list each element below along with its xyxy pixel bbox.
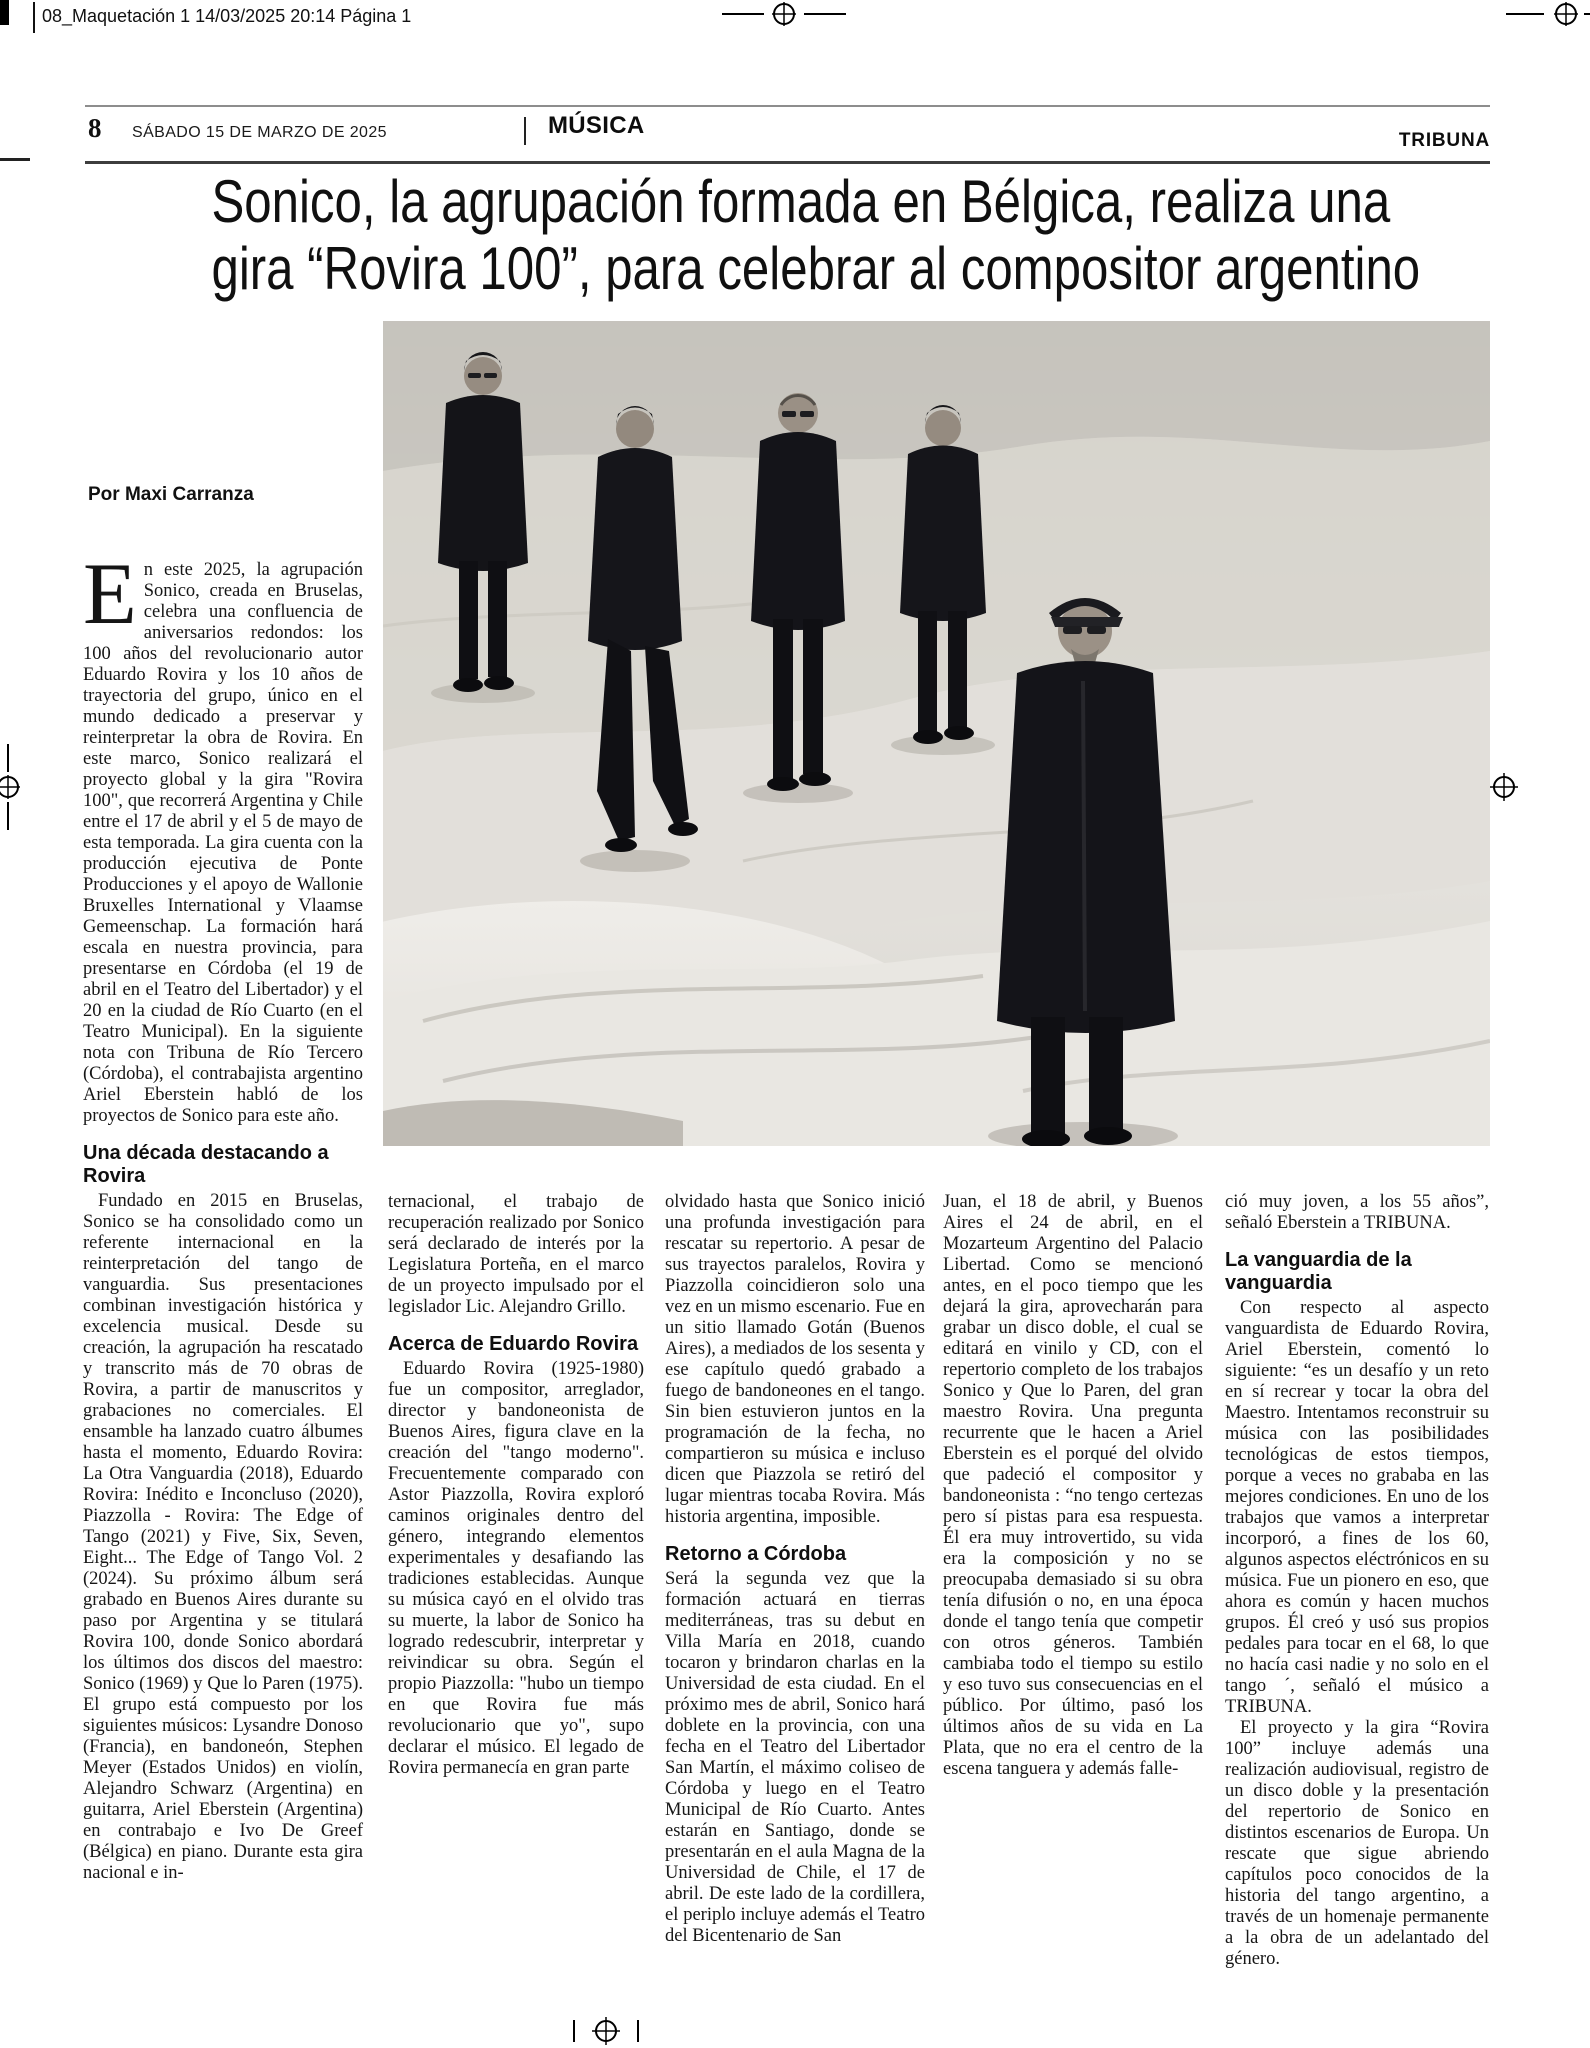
proof-slug: 08_Maquetación 1 14/03/2025 20:14 Página 1 [42, 6, 412, 26]
article-column [1225, 1192, 1489, 1970]
photo-illustration [383, 321, 1490, 1146]
section-heading: Una década destacando a Rovira [83, 1142, 329, 1187]
drop-cap: E [83, 546, 137, 643]
crop-mark-left [0, 158, 30, 161]
section-heading: Retorno a Córdoba [665, 1543, 847, 1565]
body-paragraph: Con respecto al aspecto vanguardista de Eduardo Rovira, Ariel Eberstein, comentó lo siguiente: “es un desafío y un reto en sí recrear y tocar la obra del Maestro. Intentamos reconstruir su música con las posibilidades tecnológicas de estos tiempos, porque a veces no grababa en las mejores condiciones. En uno de los trabajos que vamos a interpretar incorporó, a fines de los 60, algunos aspectos eléctrónicos en su música. Fue un pionero en eso, que ahora es común y hacen muchos grupos. Él creó y usó sus propios pedales para tocar en el 68, lo que no hacía casi nadie y no solo en el tango ´, señaló el músico a TRIBUNA. [1225, 1298, 1489, 1717]
section-heading: Acerca de Eduardo Rovira [388, 1333, 639, 1355]
body-paragraph: En este 2025, la agrupación Sonico, creada en Bruselas, celebra una confluencia de aniversarios redondos: los 100 años del revolucionario autor Eduardo Rovira y los 10 años de trayectoria del grupo, único en el mundo dedicado a preservar y reinterpretar la obra de Rovira. En este marco, Sonico realizará el proyecto global y la gira "Rovira 100", que recorrerá Argentina y Chile entre el 17 de abril y el 5 de mayo de esta temporada. La gira cuenta con la producción ejecutiva de Ponte Producciones y el apoyo de Wallonie Bruxelles International y Vlaamse Gemeenschap. La formación hará escala en nuestra provincia, para presentarse en Córdoba (el 19 de abril en el Teatro del Libertador) y el 20 en la ciudad de Río Cuarto (en el Teatro Municipal). En la siguiente nota con Tribuna de Río Tercero (Córdoba), el contrabajista argentino Ariel Eberstein habló de los proyectos de Sonico para este año. [83, 546, 363, 1126]
registration-mark-top-right [1506, 1, 1590, 27]
body-paragraph: Fundado en 2015 en Bruselas, Sonico se ha consolidado como un referente internacional en la reinterpretación del tango de vanguardia. Sus presentaciones combinan investigación histórica y excelencia musical. Desde su creación, la agrupación ha rescatado y transcrito más de 70 obras de Rovira, a partir de manuscritos y grabaciones no comerciales. El ensamble ha lanzado cuatro álbumes hasta el momento, Eduardo Rovira: La Otra Vanguardia (2018), Eduardo Rovira: Inédito e Inconcluso (2020), Piazzolla - Rovira: The Edge of Tango (2021) y Five, Six, Seven, Eight... The Edge of Tango Vol. 2 (2024). Su próximo álbum será grabado en Buenos Aires durante su paso por Argentina y se titulará Rovira 100, donde Sonico abordará los últimos dos discos del maestro: Sonico (1969) y Que lo Paren (1975). El grupo está compuesto por los siguientes músicos: Lysandre Donoso (Francia), en bandoneón, Stephen Meyer (Estados Unidos) en violín, Alejandro Schwarz (Argentina) en guitarra, Ariel Eberstein (Argentina) en contrabajo e Ivo De Greef (Bélgica) en piano. Durante esta gira nacional e in- [83, 1191, 363, 1883]
article-column [943, 1192, 1203, 1780]
article-column [388, 1192, 644, 1779]
registration-mark-left [0, 744, 24, 830]
body-paragraph: Eduardo Rovira (1925-1980) fue un compositor, arreglador, director y bandoneonista de Buenos Aires, figura clave en la creación del "tango moderno". Frecuentemente comparado con Astor Piazzolla, Rovira exploró caminos originales dentro del género, integrando elementos experimentales y desafiando las tradiciones establecidas. Aunque su música cayó en el olvido tras su muerte, la labor de Sonico ha logrado redescubrir, interpretar y reivindicar su obra. Según el propio Piazzolla: "hubo un tiempo en que Rovira fue más revolucionario que yo", supo declarar el músico. El legado de Rovira permanecía en gran parte [388, 1359, 644, 1778]
headline [85, 168, 1490, 302]
slug-divider [33, 2, 35, 33]
section-name: MÚSICA [548, 112, 645, 139]
masthead: TRIBUNA [1398, 130, 1490, 151]
body-paragraph: Juan, el 18 de abril, y Buenos Aires el 24 de abril, en el Mozarteum Argentino del Palacio Libertad. Como se mencionó antes, en el poco tiempo que les dejará la gira, aprovecharán para grabar un disco doble, el cual se editará en vinilo y CD, con el repertorio completo de los trabajos Sonico y Que lo Paren, del gran maestro Rovira. Una pregunta recurrente que le hacen a Ariel Eberstein es el porqué del olvido que padeció el compositor y bandoneonista : “no tengo certezas pero sí pistas para esa respuesta. Él era muy introvertido, su vida era la composición y no se preocupaba demasiado si su obra tenía difusión o no, en una época donde el tango tenía que competir con otros géneros. También cambiaba todo el tiempo su estilo y eso tuvo sus consecuencias en el público. Por último, pasó los últimos años de su vida en La Plata, que no era el centro de la escena tanguera y además falle- [943, 1192, 1203, 1779]
crop-mark-corner [0, 0, 9, 25]
header-rule-bottom [85, 161, 1490, 164]
body-paragraph: ternacional, el trabajo de recuperación realizado por Sonico será declarado de interés por la Legislatura Porteña, en el marco de un proyecto impulsado por el legislador Lic. Alejandro Grillo. [388, 1192, 644, 1317]
page-number: 8 [88, 113, 102, 143]
header-separator [524, 117, 526, 145]
body-paragraph: Será la segunda vez que la formación actuará en tierras mediterráneas, tras su debut en Villa María en 2018, cuando tocaron y brindaron charlas en la Universidad de esta ciudad. En el próximo mes de abril, Sonico hará doblete en la provincia, con una fecha en el Teatro del Libertador San Martín, el máximo coliseo de Córdoba y luego en el Teatro Municipal de Río Cuarto. Antes estarán en Santiago, donde se presentarán en el aula Magna de la Universidad de Chile, el 17 de abril. De este lado de la cordillera, el periplo incluye además el Teatro del Bicentenario de San [665, 1569, 925, 1946]
registration-mark-bottom-center [560, 2012, 660, 2048]
headline-line-1: Sonico, la agrupación formada en Bélgica, realiza una [211, 168, 1391, 235]
article-column [665, 1192, 925, 1947]
issue-date: SÁBADO 15 DE MARZO DE 2025 [132, 124, 387, 141]
registration-mark-right [1484, 770, 1524, 804]
headline-line-2: gira “Rovira 100”, para celebrar al compositor argentino [211, 235, 1421, 302]
byline: Por Maxi Carranza [88, 484, 254, 505]
section-heading: La vanguardia de la vanguardia [1225, 1249, 1412, 1294]
body-paragraph: El proyecto y la gira “Rovira 100” incluye además una realización audiovisual, registro de un disco doble y la presentación del repertorio de Sonico en distintos escenarios de Europa. Un rescate que sigue abriendo capítulos poco conocidos de la historia del tango argentino, a través de un homenaje permanente a la obra de un adelantado del género. [1225, 1718, 1489, 1969]
registration-mark-top-center [722, 1, 846, 27]
article-photo [383, 321, 1490, 1146]
article-column [83, 546, 363, 1884]
header-rule-top [85, 105, 1490, 107]
body-paragraph: ció muy joven, a los 55 años”, señaló Eberstein a TRIBUNA. [1225, 1192, 1489, 1233]
body-paragraph: olvidado hasta que Sonico inició una profunda investigación para rescatar su repertorio. A pesar de sus trayectos paralelos, Rovira y Piazzolla coincidieron solo una vez en un mismo escenario. Fue en un sitio llamado Gotán (Buenos Aires), a mediados de los sesenta y ese capítulo quedó grabado a fuego de bandoneones en el tango. Sin bien estuvieron juntos en la programación de la fecha, no compartieron su música e incluso dicen que Piazzola se retiró del lugar mientras tocaba Rovira. Más historia argentina, imposible. [665, 1192, 925, 1527]
